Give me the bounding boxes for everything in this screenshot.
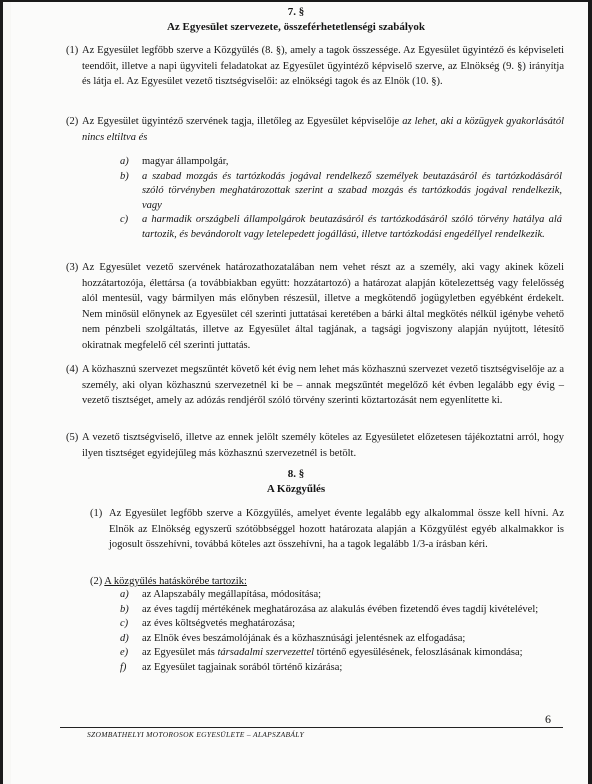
- list-item: [120, 170, 562, 214]
- paragraph-number: (2): [66, 116, 79, 127]
- list-text: az éves költségvetés meghatározása;: [142, 618, 296, 629]
- paragraph-text-plain: Az Egyesület ügyintéző szervének tagja, illetőleg az Egyesület képviselője: [82, 116, 403, 127]
- paragraph-number: (1): [90, 508, 103, 519]
- paragraph-number: (2): [90, 576, 103, 587]
- list-item: [120, 155, 562, 170]
- paragraph-7-1: [66, 43, 564, 90]
- list-marker: c): [120, 618, 129, 629]
- list-text: az Elnök éves beszámolójának és a közhasznúsági jelentésnek az elfogadása;: [142, 632, 466, 644]
- footer-text: SZOMBATHELYI MOTOROSOK EGYESÜLETE – ALAPSZABÁLY: [87, 730, 305, 739]
- list-marker: e): [120, 647, 129, 658]
- page-number: 6: [545, 712, 551, 726]
- list-text-italic: társadalmi szervezettel: [217, 647, 315, 658]
- paragraph-heading: A közgyűlés hatáskörébe tartozik: [104, 576, 244, 587]
- paragraph-text: A közhasznú szervezet megszűntét követő két évig nem lehet más közhasznú szervezet vezető tisztségviselője az a személy, aki olyan közhasznú szervezetnél ki be – annak megszűntét megelőző két évben legalább egy évig – vezető tisztséget, amely az adózás rendjéről szóló törvény szerinti köztartozását nem egyenlítette ki.: [82, 364, 564, 406]
- list-text: magyar állampolgár,: [142, 156, 229, 167]
- section-8-title: A Közgyűlés: [266, 483, 326, 495]
- list-text: az Egyesület tagjainak sorából történő kizárása;: [142, 661, 343, 673]
- list-item: [120, 588, 560, 603]
- paragraph-text-italic: az lehet, aki a közügyek gyakorlásától nincs eltiltva és: [82, 116, 564, 143]
- list-marker: f): [120, 661, 127, 673]
- section-7-number: 7. §: [287, 6, 305, 18]
- scan-edge-top: [0, 0, 592, 2]
- list-item: [120, 617, 560, 632]
- section-8-number: 8. §: [287, 468, 305, 480]
- list-marker: b): [120, 603, 129, 615]
- list-text: az Alapszabály megállapítása, módosítása;: [142, 589, 322, 600]
- paragraph-7-3: [66, 260, 564, 353]
- scan-edge-left: [0, 0, 3, 784]
- paragraph-7-4: [66, 362, 564, 409]
- paragraph-number: (3): [66, 262, 79, 273]
- list-item: [120, 646, 560, 661]
- paragraph-number: (4): [66, 364, 79, 375]
- paragraph-text: [82, 114, 564, 145]
- list-item: [120, 661, 560, 676]
- paragraph-number: (1): [66, 45, 79, 56]
- paragraph-text: Az Egyesület vezető szervének határozathozatalában nem vehet részt az a személy, aki vagy akinek közeli hozzátartozója, élettársa (a továbbiakban együtt: hozzátartozó) a határozat alapján kötelezettség vagy felelősség alól mentesül, vagy bármilyen más előnyben részesül, illetve a megkötendő jogügyletben egyébként érdekelt. Nem minősül előnynek az Egyesület cél szerinti juttatásai keretében a bárki által megkötés nélkül igénybe vehető nem pénzbeli szolgáltatás, illetve az Egyesület által tagjának, a tagsági jogviszony alapján nyújtott, létesítő okiratnak megfelelő cél szerinti juttatás.: [82, 262, 564, 351]
- list-8-2: [120, 588, 560, 675]
- list-text-plain: az Egyesület más: [142, 647, 218, 658]
- list-marker: b): [120, 170, 129, 182]
- list-text: [142, 647, 523, 658]
- paragraph-text: A vezető tisztségviselő, illetve az ennek jelölt személy köteles az Egyesületet előzetesen tájékoztatni arról, hogy ilyen tisztséget egyidejűleg más közhasznú szervezetnél is betölt.: [82, 432, 564, 459]
- paragraph-8-1: [90, 506, 564, 553]
- list-marker: c): [120, 214, 129, 225]
- list-text-plain: történő egyesülésének, feloszlásának kimondása;: [314, 647, 523, 658]
- list-item: [120, 603, 560, 618]
- paragraph-text: Az Egyesület legfőbb szerve a Közgyűlés, amelyet évente legalább egy alkalommal össze kell hívni. Az Elnök az Elnökség egyszerű szótöbbséggel hozott határozata alapján a Közgyűlést egyéb alkalmakkor is jogosult összehívni, továbbá köteles azt összehívni, ha a tagok legalább 1/3-a írásban kéri.: [109, 508, 564, 550]
- footer-rule: [60, 727, 563, 728]
- list-7-2: [120, 155, 562, 242]
- heading-colon: :: [243, 576, 247, 587]
- list-item: [120, 632, 560, 647]
- list-text: az éves tagdíj mértékének meghatározása az alakulás évében fizetendő éves tagdíj kivételével;: [142, 603, 539, 615]
- list-item: [120, 213, 562, 242]
- paragraph-number: (5): [66, 432, 79, 443]
- scan-edge-right: [588, 0, 592, 784]
- list-marker: a): [120, 156, 129, 167]
- list-marker: d): [120, 632, 129, 644]
- list-marker: a): [120, 589, 129, 600]
- section-7-title: Az Egyesület szervezete, összeférhetetlenségi szabályok: [166, 21, 426, 33]
- paragraph-7-2: [66, 114, 564, 145]
- paragraph-7-5: [66, 430, 564, 461]
- paragraph-text: Az Egyesület legfőbb szerve a Közgyűlés (8. §), amely a tagok összessége. Az Egyesület ügyintéző és képviseleti teendőit, illetve a napi ügyviteli feladatokat az Egyesület ügyintéző képviselő szerve, az Elnökség (9. §) irányítja és látja el. Az Egyesület vezető tisztségviselői: az elnökségi tagok és az Elnök (10. §).: [82, 45, 564, 87]
- list-text: a szabad mozgás és tartózkodás jogával rendelkező személyek beutazásáról és tartózkodásáról szóló törvényben meghatározottak szerint a szabad mozgás és tartózkodás jogával rendelkezik, vagy: [142, 170, 562, 211]
- list-text: a harmadik országbeli állampolgárok beutazásáról és tartózkodásáról szóló törvény hatálya alá tartozik, és bevándorolt vagy letelepedett jogállású, illetve tartózkodási engedéllyel rendelkezik.: [142, 214, 562, 240]
